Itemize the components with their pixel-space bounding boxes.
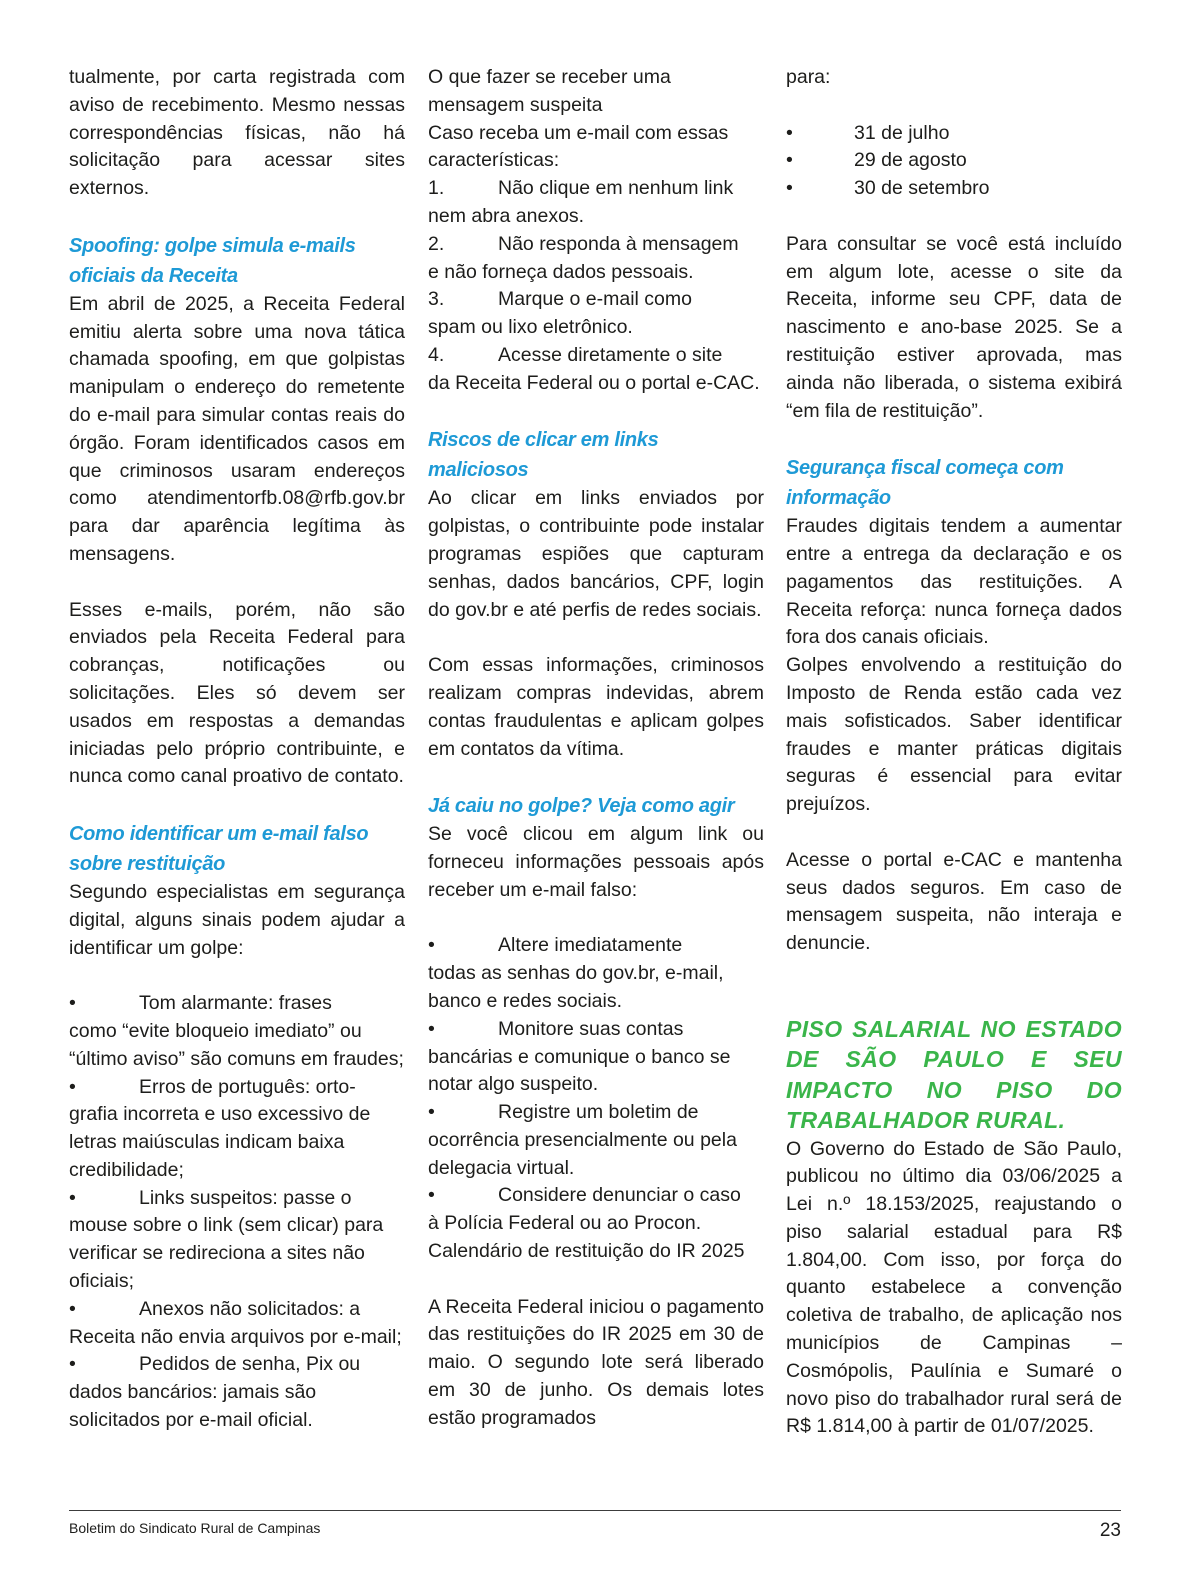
footer-divider — [69, 1510, 1121, 1511]
identify-paragraph: Segundo especialistas em segurança digital, alguns sinais podem ajudar a identificar um golpe: — [69, 880, 405, 959]
list-item-text: mouse sobre o link (sem clicar) para verificar se redireciona a sites não oficiais; — [69, 1214, 384, 1293]
bullet-icon: • — [69, 1075, 76, 1098]
risk-paragraph-1: Ao clicar em links enviados por golpistas, o contribuinte pode instalar programas espiões que capturam senhas, dados bancários, CPF, login do gov.br e até perfis de redes sociais. — [428, 487, 764, 621]
list-number: 2. — [428, 232, 445, 255]
list-item-text: bancárias e comunique o banco se notar algo suspeito. — [428, 1045, 731, 1096]
list-item-lead: Erros de português: orto- — [139, 1075, 356, 1098]
list-item-lead: Não responda à mensagem — [498, 232, 739, 255]
list-item-lead: Anexos não solicitados: a — [139, 1297, 361, 1320]
safety-paragraph-3: Acesse o portal e-CAC e mantenha seus dados seguros. Em caso de mensagem suspeita, não interaja e denuncie. — [786, 848, 1122, 955]
footer-title: Boletim do Sindicato Rural de Campinas — [69, 1520, 321, 1536]
list-item-lead: Tom alarmante: frases — [139, 992, 332, 1015]
list-item-text: ocorrência presencialmente ou pela delegacia virtual. — [428, 1128, 737, 1179]
date-text: 31 de julho — [854, 121, 950, 144]
list-item — [428, 342, 764, 398]
list-number: 4. — [428, 343, 445, 366]
list-item-text: à Polícia Federal ou ao Procon. — [428, 1212, 702, 1235]
spoofing-heading: Spoofing: golpe simula e-mails oficiais da Receita — [69, 234, 356, 287]
para-label: para: — [786, 66, 831, 88]
action-list — [428, 932, 764, 1238]
list-item-text: todas as senhas do gov.br, e-mail, banco e redes sociais. — [428, 962, 724, 1012]
risk-heading: Riscos de clicar em links maliciosos — [428, 429, 659, 482]
list-item-text: spam ou lixo eletrônico. — [428, 316, 633, 339]
safety-paragraph-1: Fraudes digitais tendem a aumentar entre a entrega da declaração e os pagamentos das restituições. A Receita reforça: nunca forneça dados fora dos canais oficiais. — [786, 515, 1122, 649]
list-item-text: como “evite bloqueio imediato” ou “último aviso” são comuns em fraudes; — [69, 1019, 404, 1070]
page-number: 23 — [1099, 1520, 1121, 1541]
list-item — [69, 1074, 405, 1185]
list-item-text: nem abra anexos. — [428, 204, 585, 227]
list-item-lead: Acesse diretamente o site — [498, 343, 723, 366]
bullet-icon: • — [786, 177, 793, 200]
piso-heading: PISO SALARIAL NO ESTADO DE SÃO PAULO E SEU IMPACTO NO PISO DO TRABALHADOR RURAL. — [786, 1015, 1122, 1133]
spoofing-paragraph-1: Em abril de 2025, a Receita Federal emitiu alerta sobre uma nova tática chamada spoofing, em que golpistas manipulam o endereço do remetente do e-mail para simular contas reais do órgão. Foram identificados casos em que criminosos usaram endereços como atendimentorfb.08@rfb.gov.br para dar aparência legítima às mensagens. — [69, 292, 405, 565]
list-item-lead: Registre um boletim de — [498, 1101, 699, 1124]
bullet-icon: • — [69, 992, 76, 1015]
list-item — [428, 286, 764, 342]
risk-paragraph-2: Com essas informações, criminosos realizam compras indevidas, abrem contas fraudulentas e aplicam golpes em contatos da vítima. — [428, 654, 764, 760]
list-item-lead: Não clique em nenhum link — [498, 177, 734, 200]
bullet-icon: • — [428, 934, 435, 957]
date-text: 29 de agosto — [854, 149, 967, 172]
act-paragraph: Se você clicou em algum link ou forneceu informações pessoais após receber um e-mail falso: — [428, 823, 764, 901]
list-item-text: Receita não envia arquivos por e-mail; — [69, 1325, 402, 1348]
intro-paragraph: tualmente, por carta registrada com aviso de recebimento. Mesmo nessas correspondências físicas, não há solicitação para acessar sites externos. — [69, 66, 405, 200]
list-item — [428, 1099, 764, 1182]
list-item — [428, 175, 764, 231]
list-item-text: e não forneça dados pessoais. — [428, 260, 694, 283]
list-item — [69, 1296, 405, 1352]
date-text: 30 de setembro — [854, 177, 990, 200]
act-heading: Já caiu no golpe? Veja como agir — [428, 795, 735, 818]
list-item — [786, 175, 1122, 203]
bullet-icon: • — [786, 121, 793, 144]
warning-signs-list — [69, 990, 405, 1435]
calendar-title: Calendário de restituição do IR 2025 — [428, 1240, 745, 1263]
column-3 — [786, 64, 1122, 1441]
bullet-icon: • — [69, 1353, 76, 1376]
bullet-icon: • — [428, 1017, 435, 1040]
bullet-icon: • — [428, 1101, 435, 1124]
steps-list — [428, 175, 764, 397]
bullet-icon: • — [786, 149, 793, 172]
safety-paragraph-2: Golpes envolvendo a restituição do Imposto de Renda estão cada vez mais sofisticados. Saber identificar fraudes e manter práticas digitais seguras é essencial para evitar prejuízos. — [786, 654, 1122, 816]
list-item-text: da Receita Federal ou o portal e-CAC. — [428, 371, 760, 394]
list-number: 3. — [428, 288, 445, 311]
list-item — [786, 120, 1122, 148]
safety-heading: Segurança fiscal começa com informação — [786, 457, 1064, 510]
list-item — [69, 1351, 405, 1434]
suspect-title: O que fazer se receber uma mensagem suspeita — [428, 66, 671, 116]
dates-list — [786, 120, 1122, 203]
list-item-lead: Pedidos de senha, Pix ou — [139, 1353, 361, 1376]
list-item — [428, 1182, 764, 1238]
list-number: 1. — [428, 177, 445, 200]
spoofing-paragraph-2: Esses e-mails, porém, não são enviados pela Receita Federal para cobranças, notificações ou solicitações. Eles só devem ser usados em respostas a demandas iniciadas pelo próprio contribuinte, e nunca como canal proativo de contato. — [69, 598, 405, 788]
list-item-lead: Altere imediatamente — [498, 934, 683, 957]
calendar-paragraph: A Receita Federal iniciou o pagamento das restituições do IR 2025 em 30 de maio. O segundo lote será liberado em 30 de junho. Os demais lotes estão programados — [428, 1295, 764, 1429]
list-item — [428, 1016, 764, 1099]
suspect-intro: Caso receba um e-mail com essas características: — [428, 121, 729, 172]
list-item — [428, 231, 764, 287]
list-item-lead: Links suspeitos: passe o — [139, 1186, 352, 1209]
list-item-lead: Considere denunciar o caso — [498, 1184, 741, 1207]
list-item — [428, 932, 764, 1015]
column-1 — [69, 64, 405, 1435]
bullet-icon: • — [428, 1184, 435, 1207]
identify-heading: Como identificar um e-mail falso sobre restituição — [69, 822, 369, 875]
list-item — [69, 1185, 405, 1296]
consult-paragraph: Para consultar se você está incluído em algum lote, acesse o site da Receita, informe seu CPF, data de nascimento e ano-base 2025. Se a restituição estiver aprovada, mas ainda não liberada, o sistema exibirá “em fila de restituição”. — [786, 232, 1122, 422]
piso-paragraph: O Governo do Estado de São Paulo, publicou no último dia 03/06/2025 a Lei n.º 18.153/2025, reajustando o piso salarial estadual para R$ 1.804,00. Com isso, por força do quanto estabelece a convenção coletiva de trabalho, de aplicação nos municípios de Campinas – Cosmópolis, Paulínia e Sumaré o novo piso do trabalhador rural será de R$ 1.814,00 à partir de 01/07/2025. — [786, 1137, 1122, 1438]
list-item-text: dados bancários: jamais são solicitados por e-mail oficial. — [69, 1381, 317, 1432]
list-item-lead: Monitore suas contas — [498, 1017, 684, 1040]
list-item — [69, 990, 405, 1073]
list-item — [786, 147, 1122, 175]
list-item-text: grafia incorreta e uso excessivo de letras maiúsculas indicam baixa credibilidade; — [69, 1103, 371, 1181]
list-item-lead: Marque o e-mail como — [498, 288, 692, 311]
bullet-icon: • — [69, 1297, 76, 1320]
column-2 — [428, 64, 764, 1433]
bullet-icon: • — [69, 1186, 76, 1209]
